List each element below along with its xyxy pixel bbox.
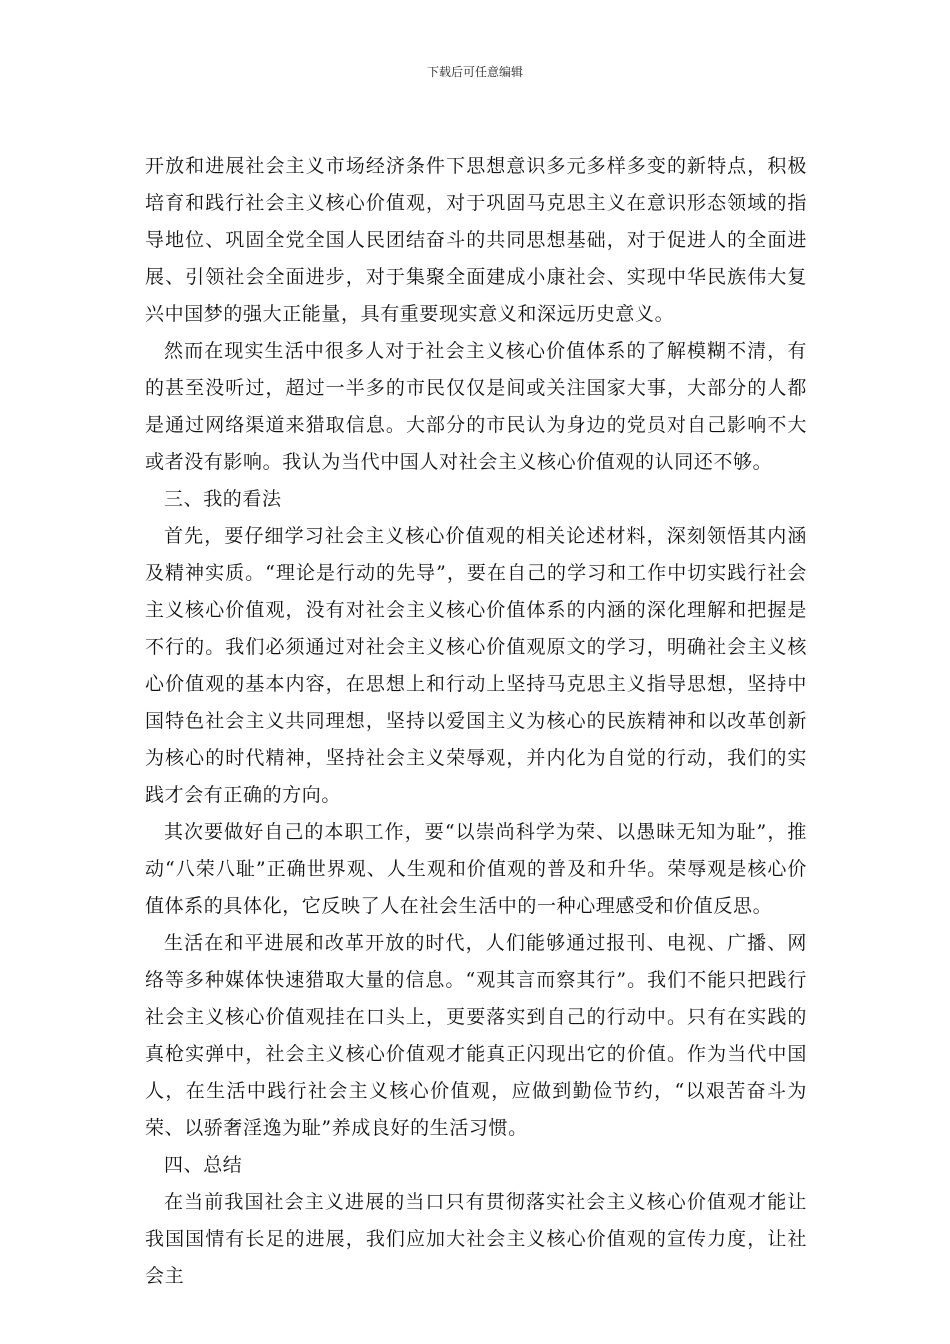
section-heading-3: 三、我的看法 <box>164 488 282 510</box>
paragraph-2: 然而在现实生活中很多人对于社会主义核心价值体系的了解模糊不清，有的甚至没听过，超过一半多的市民仅仅是间或关注国家大事，大部分的人都是通过网络渠道来猎取信息。大部分的市民认为身边的党员对自己影响不大或者没有影响。我认为当代中国人对社会主义核心价值观的认同还不够。 <box>145 340 807 473</box>
document-body <box>145 148 807 1295</box>
paragraph-1: 开放和进展社会主义市场经济条件下思想意识多元多样多变的新特点，积极培育和践行社会主义核心价值观，对于巩固马克思主义在意识形态领域的指导地位、巩固全党全国人民团结奋斗的共同思想基础，对于促进人的全面进展、引领社会全面进步，对于集聚全面建成小康社会、实现中华民族伟大复兴中国梦的强大正能量，具有重要现实意义和深远历史意义。 <box>145 155 807 325</box>
section-heading-4: 四、总结 <box>164 1154 243 1176</box>
paragraph-4: 其次要做好自己的本职工作，要“以崇尚科学为荣、以愚昧无知为耻”，推动“八荣八耻”正确世界观、人生观和价值观的普及和升华。荣辱观是核心价值体系的具体化，它反映了人在社会生活中的一种心理感受和价值反思。 <box>145 821 807 917</box>
page-header: 下载后可任意编辑 <box>426 65 523 79</box>
paragraph-5: 生活在和平进展和改革开放的时代，人们能够通过报刊、电视、广播、网络等多种媒体快速猎取大量的信息。“观其言而察其行”。我们不能只把践行社会主义核心价值观挂在口头上，更要落实到自己的行动中。只有在实践的真枪实弹中，社会主义核心价值观才能真正闪现出它的价值。作为当代中国人，在生活中践行社会主义核心价值观，应做到勤俭节约，“以艰苦奋斗为荣、以骄奢淫逸为耻”养成良好的生活习惯。 <box>145 932 807 1139</box>
paragraph-6: 在当前我国社会主义进展的当口只有贯彻落实社会主义核心价值观才能让我国国情有长足的进展，我们应加大社会主义核心价值观的宣传力度，让社会主 <box>145 1191 807 1287</box>
paragraph-3: 首先，要仔细学习社会主义核心价值观的相关论述材料，深刻领悟其内涵及精神实质。“理论是行动的先导”，要在自己的学习和工作中切实践行社会主义核心价值观，没有对社会主义核心价值体系的内涵的深化理解和把握是不行的。我们必须通过对社会主义核心价值观原文的学习，明确社会主义核心价值观的基本内容，在思想上和行动上坚持马克思主义指导思想，坚持中国特色社会主义共同理想，坚持以爱国主义为核心的民族精神和以改革创新为核心的时代精神，坚持社会主义荣辱观，并内化为自觉的行动，我们的实践才会有正确的方向。 <box>145 525 807 806</box>
